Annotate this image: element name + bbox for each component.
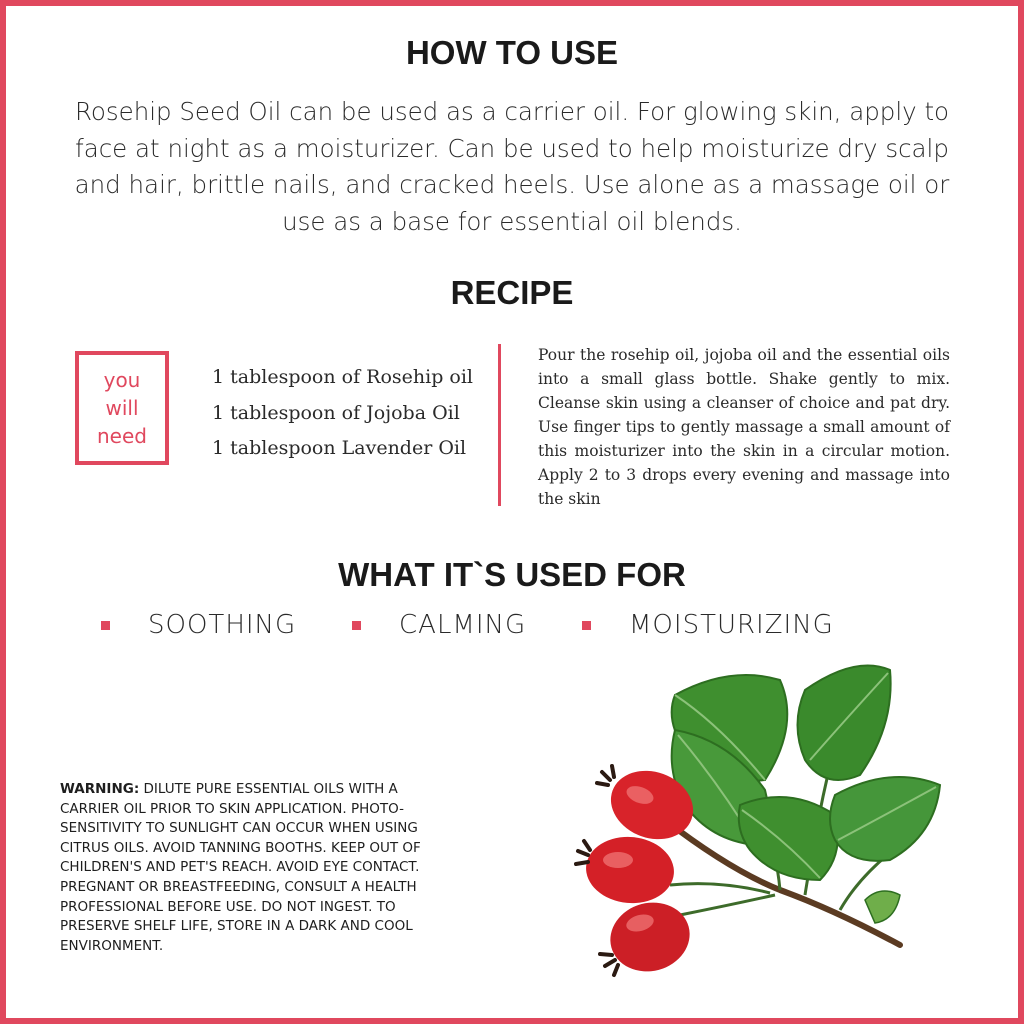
stem bbox=[680, 895, 775, 915]
how-to-use-heading: HOW TO USE bbox=[405, 34, 619, 71]
recipe-divider bbox=[498, 344, 501, 506]
ingredient-item: 1 tablespoon of Jojoba Oil bbox=[212, 401, 460, 424]
used-for-heading: WHAT IT`S USED FOR bbox=[338, 556, 686, 593]
square-bullet-icon bbox=[101, 621, 110, 630]
warning-body: DILUTE PURE ESSENTIAL OILS WITH A CARRIER OIL PRIOR TO SKIN APPLICATION. PHOTO-SENSITIVITY TO SUNLIGHT CAN OCCUR WHEN USING CITRUS OILS. AVOID TANNING BOOTHS. KEEP OUT OF CHILDREN'S AND PET'S REACH. AVOID EYE CONTACT. PREGNANT OR BREASTFEEDING, CONSULT A HEALTH PROFESSIONAL BEFORE USE. DO NOT INGEST. TO PRESERVE SHELF LIFE, STORE IN A DARK AND COOL ENVIRONMENT. bbox=[60, 781, 421, 954]
recipe-heading: RECIPE bbox=[450, 274, 574, 311]
berry-highlight bbox=[603, 852, 633, 868]
square-bullet-icon bbox=[352, 621, 361, 630]
ingredient-item: 1 tablespoon of Rosehip oil bbox=[212, 366, 473, 388]
use-label: MOISTURIZING bbox=[629, 610, 834, 640]
recipe-instructions: Pour the rosehip oil, jojoba oil and the essential oils into a small glass bottle. Shake gently to mix. Cleanse skin using a cleanser of choice and pat dry. Use finger tips to gently massage a small amount of this moisturizer into the skin in a circular motion. Apply 2 to 3 drops every evening and massage into the skin bbox=[538, 346, 950, 508]
how-to-use-text: Rosehip Seed Oil can be used as a carrier oil. For glowing skin, apply to face at night as a moisturizer. Can be used to help moisturize dry scalp and hair, brittle nails, and cracked heels. Use alone as a massage oil or use as a base for essential oil blends. bbox=[74, 97, 950, 236]
square-bullet-icon bbox=[582, 621, 591, 630]
you-will-need-label: you will need bbox=[97, 368, 147, 448]
warning-label: WARNING: bbox=[60, 781, 140, 797]
leaf bbox=[739, 797, 838, 880]
stem bbox=[670, 884, 770, 893]
warning-text bbox=[60, 780, 460, 956]
berry-tip bbox=[576, 841, 590, 864]
berry-tip bbox=[600, 954, 618, 975]
leaf bbox=[830, 777, 940, 861]
use-item-moisturizing bbox=[582, 610, 834, 640]
use-label: SOOTHING bbox=[148, 610, 297, 640]
use-item-calming bbox=[352, 610, 526, 640]
berry-tip bbox=[597, 766, 614, 785]
rosehip-berry bbox=[583, 833, 676, 906]
ingredient-list bbox=[212, 360, 492, 467]
leaf bbox=[865, 891, 900, 923]
uses-list bbox=[0, 606, 1024, 646]
rosehip-branch-icon bbox=[570, 655, 950, 985]
ingredient-item: 1 tablespoon Lavender Oil bbox=[212, 437, 467, 459]
you-will-need-box bbox=[75, 351, 169, 465]
use-label: CALMING bbox=[399, 610, 527, 640]
use-item-soothing bbox=[101, 610, 296, 640]
